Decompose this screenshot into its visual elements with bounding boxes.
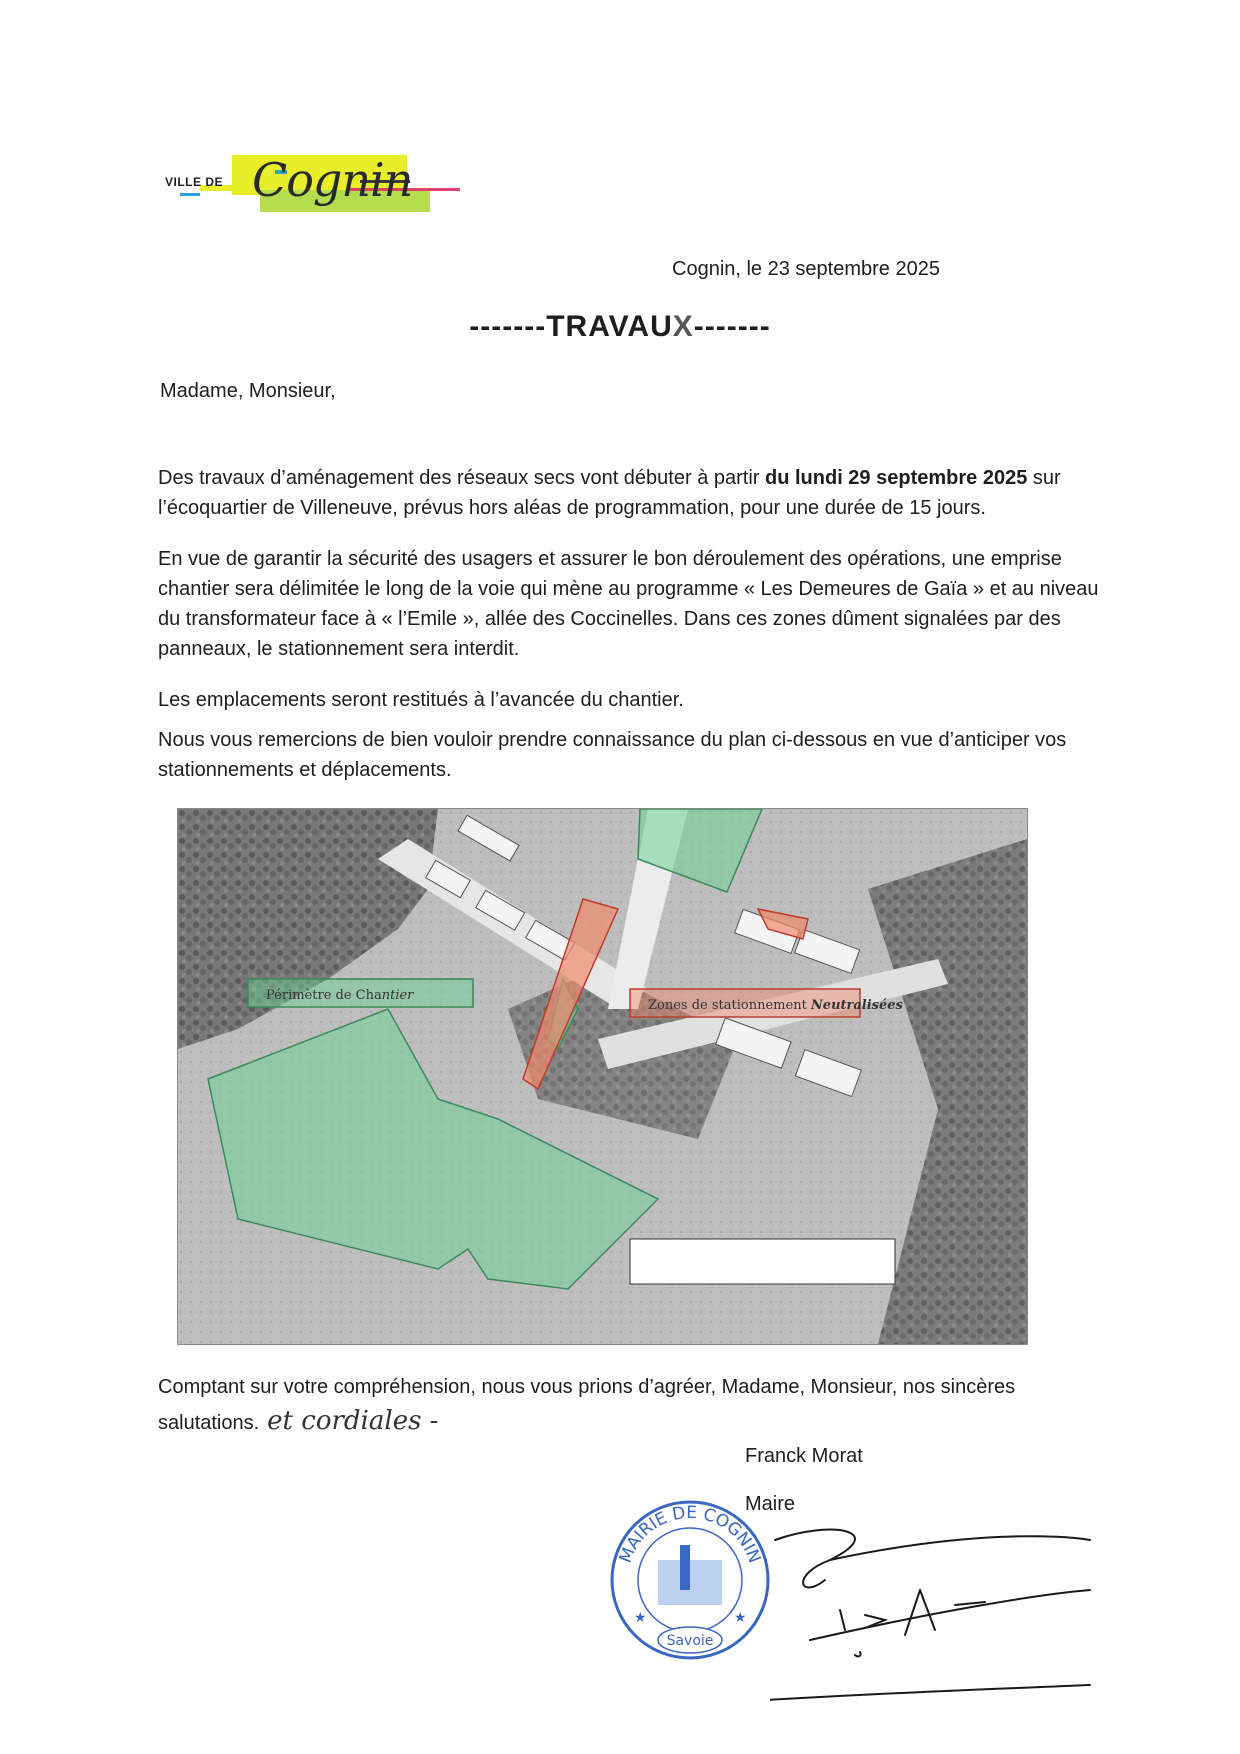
title-main: -------TRAVAU (469, 310, 673, 343)
label-perimetre (266, 988, 414, 1003)
signer-name: Franck Morat (745, 1445, 863, 1467)
label-perimetre-printed: Périmètre de Cha (266, 988, 382, 1003)
city-logo (160, 145, 480, 235)
p1-end: sur l’écoquartier de Villeneuve, prévus hors aléas de programmation, pour une durée de 15 jours. (158, 467, 1061, 519)
site-plan-map (177, 808, 1028, 1345)
signer-role: Maire (745, 1493, 796, 1515)
official-stamp (600, 1490, 780, 1670)
logo-name: Cognin (252, 153, 413, 207)
date-line: Cognin, le 23 septembre 2025 (672, 258, 940, 280)
label-zones-printed: Zones de stationnement (648, 998, 811, 1013)
handwritten-addition: et cordiales - (267, 1406, 439, 1436)
stamp-graphic (600, 1490, 780, 1670)
page-title (0, 310, 1240, 344)
greeting: Madame, Monsieur, (160, 380, 336, 402)
aerial-map (178, 809, 1027, 1344)
signature-graphic (770, 1520, 1100, 1720)
title-x: X (672, 310, 694, 343)
closing-paragraph (158, 1370, 1118, 1440)
paragraph-4: Nous vous remercions de bien vouloir prendre connaissance du plan ci-dessous en vue d’anticiper vos stationnements et déplacements. (158, 729, 1067, 781)
p1-start: Des travaux d’aménagement des réseaux secs vont débuter à partir (158, 467, 765, 489)
blank-legend-box (630, 1239, 895, 1284)
stamp-top-text: MAIRIE DE COGNIN (615, 1502, 765, 1566)
paragraph-2: En vue de garantir la sécurité des usagers et assurer le bon déroulement des opérations, une emprise chantier sera délimitée le long de la voie qui mène au programme « Les Demeures de Gaïa » et au niveau du transformateur face à « l’Emile », allée des Coccinelles. Dans ces zones dûment signalées par des panneaux, le stationnement sera interdit. (158, 548, 1099, 660)
stamp-bottom-text: Savoie (666, 1633, 714, 1649)
svg-text:★: ★ (634, 1609, 647, 1625)
paragraph-1 (158, 463, 1113, 523)
label-perimetre-hand: ntier (381, 988, 414, 1003)
label-zones-hand: Neutralisées (810, 998, 903, 1013)
svg-text:★: ★ (734, 1609, 747, 1625)
handwritten-signature (770, 1520, 1100, 1720)
title-end: ------- (693, 310, 771, 343)
logo-prefix: VILLE DE (165, 175, 224, 189)
paragraph-3: Les emplacements seront restitués à l’avancée du chantier. (158, 689, 684, 711)
closing-text: Comptant sur votre compréhension, nous vous prions d’agréer, Madame, Monsieur, nos sincères salutations. (158, 1376, 1016, 1434)
p1-date-bold: du lundi 29 septembre 2025 (765, 467, 1028, 489)
label-zones (648, 998, 904, 1013)
